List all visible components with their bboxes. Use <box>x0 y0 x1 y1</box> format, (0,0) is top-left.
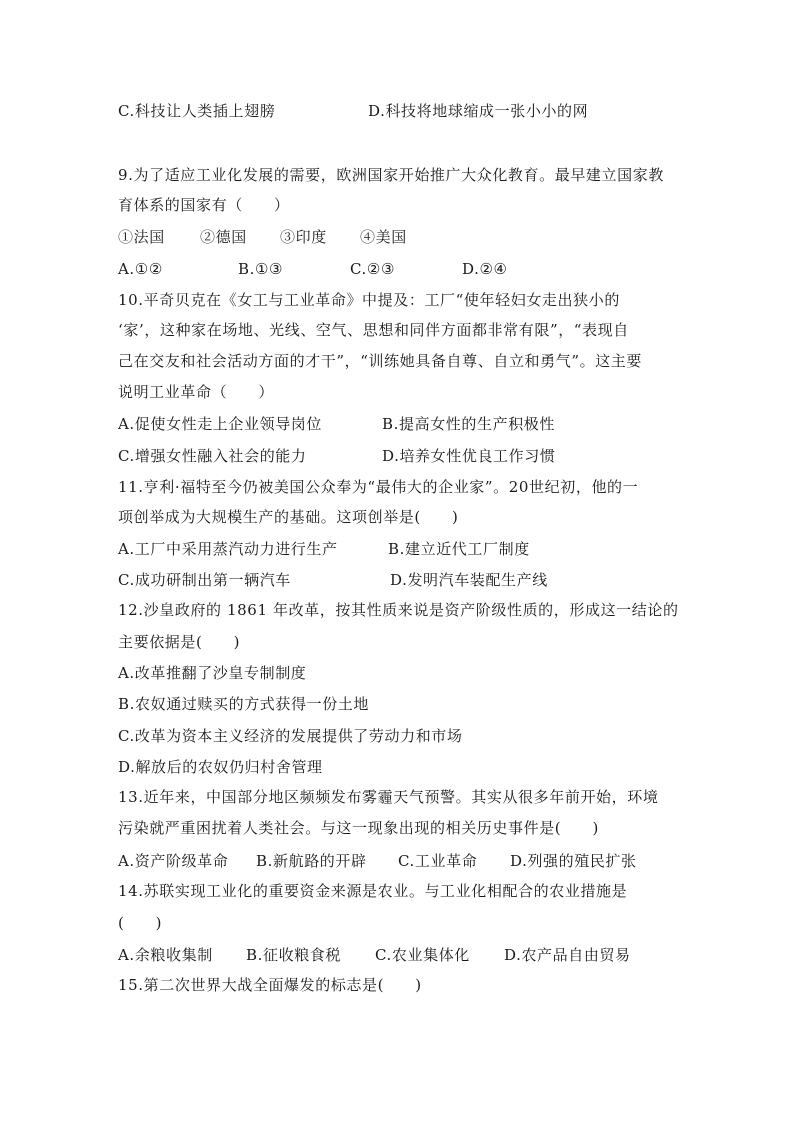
q9-item-3: ③印度 <box>280 228 327 246</box>
q11-option-a: A.工厂中采用蒸汽动力进行生产 <box>118 540 338 558</box>
q15-stem-line-1: 15.第二次世界大战全面爆发的标志是( ) <box>118 976 422 994</box>
q14-stem-line-2: ( ) <box>118 914 163 932</box>
q10-option-c: C.增强女性融入社会的能力 <box>118 447 307 465</box>
q11-stem-line-2: 项创举成为大规模生产的基础。这项创举是( ) <box>118 508 459 526</box>
q10-option-d: D.培养女性优良工作习惯 <box>382 447 556 465</box>
q12-option-c: C.改革为资本主义经济的发展提供了劳动力和市场 <box>118 727 463 745</box>
q12-option-d: D.解放后的农奴仍归村舍管理 <box>118 758 323 776</box>
q8-option-d: D.科技将地球缩成一张小小的网 <box>368 102 589 120</box>
q9-stem-line-1: 9.为了适应工业化发展的需要，欧洲国家开始推广大众化教育。最早建立国家教 <box>118 166 664 184</box>
q10-stem-line-1: 10.平奇贝克在《女工与工业革命》中提及：工厂“使年轻妇女走出狭小的 <box>118 291 620 309</box>
q9-option-a: A.①② <box>118 260 163 278</box>
q10-stem-line-2: ‘家’，这种家在场地、光线、空气、思想和同伴方面都非常有限”，“表现自 <box>118 321 629 339</box>
q12-stem-line-1: 12.沙皇政府的 1861 年改革，按其性质来说是资产阶级性质的，形成这一结论的 <box>118 601 679 619</box>
q8-option-c: C.科技让人类插上翅膀 <box>118 102 276 120</box>
q13-stem-line-2: 污染就严重困扰着人类社会。与这一现象出现的相关历史事件是( ) <box>118 819 599 837</box>
q9-stem-line-2: 育体系的国家有（ ） <box>118 196 290 214</box>
q10-stem-line-3: 己在交友和社会活动方面的才干”，“训练她具备自尊、自立和勇气”。这主要 <box>118 352 643 370</box>
q11-option-b: B.建立近代工厂制度 <box>388 540 530 558</box>
q11-option-d: D.发明汽车装配生产线 <box>390 571 548 589</box>
q12-stem-line-2: 主要依据是( ) <box>118 633 241 651</box>
q9-item-2: ②德国 <box>200 228 247 246</box>
q14-option-d: D.农产品自由贸易 <box>504 946 631 964</box>
q14-stem-line-1: 14.苏联实现工业化的重要资金来源是农业。与工业化相配合的农业措施是 <box>118 882 628 900</box>
q13-option-a: A.资产阶级革命 <box>118 852 229 870</box>
q11-option-c: C.成功研制出第一辆汽车 <box>118 571 291 589</box>
q9-option-c: C.②③ <box>350 260 396 278</box>
q14-option-b: B.征收粮食税 <box>246 946 341 964</box>
q13-stem-line-1: 13.近年来，中国部分地区频频发布雾霾天气预警。其实从很多年前开始，环境 <box>118 788 659 806</box>
q14-option-c: C.农业集体化 <box>375 946 470 964</box>
q12-option-b: B.农奴通过赎买的方式获得一份土地 <box>118 695 369 713</box>
q10-option-a: A.促使女性走上企业领导岗位 <box>118 415 323 433</box>
q10-stem-line-4: 说明工业革命（ ） <box>118 383 275 401</box>
q9-option-b: B.①③ <box>238 260 284 278</box>
q9-item-1: ①法国 <box>118 228 165 246</box>
q12-option-a: A.改革推翻了沙皇专制制度 <box>118 664 307 682</box>
q9-item-4: ④美国 <box>360 228 407 246</box>
q13-option-d: D.列强的殖民扩张 <box>510 852 637 870</box>
q10-option-b: B.提高女性的生产积极性 <box>382 415 555 433</box>
q14-option-a: A.余粮收集制 <box>118 946 213 964</box>
q9-option-d: D.②④ <box>462 260 508 278</box>
q13-option-c: C.工业革命 <box>398 852 478 870</box>
q11-stem-line-1: 11.亨利·福特至今仍被美国公众奉为“最伟大的企业家”。20世纪初，他的一 <box>118 478 639 496</box>
q13-option-b: B.新航路的开辟 <box>256 852 367 870</box>
